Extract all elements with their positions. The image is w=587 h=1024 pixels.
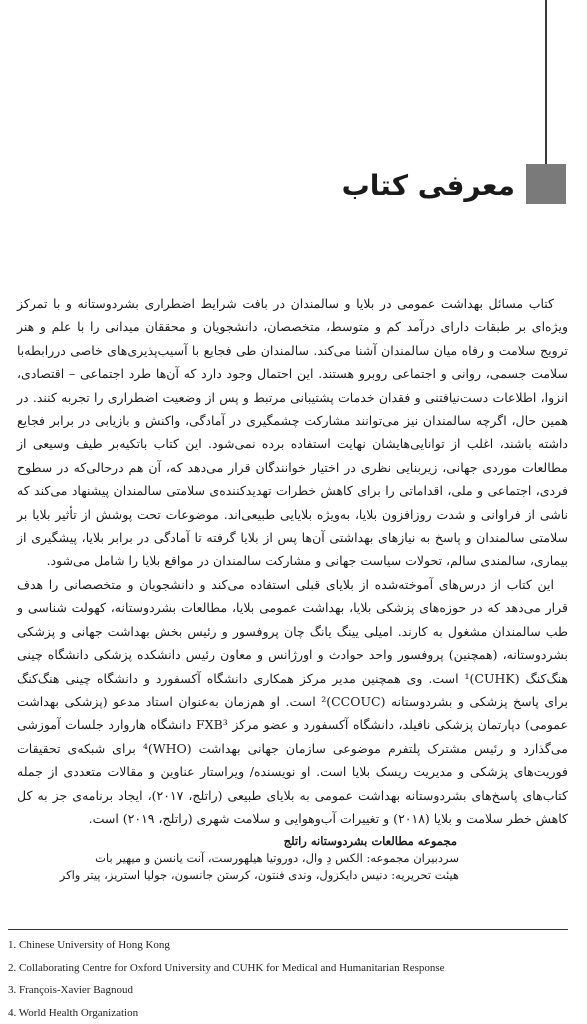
page-title: معرفی کتاب bbox=[341, 169, 515, 202]
footnote-divider bbox=[8, 929, 568, 930]
paragraph-2: این کتاب از درس‌های آموخته‌شده از بلایای قبلی استفاده می‌کند و دانشجویان و متخصصانی را هدف قرار می‌دهد که در حوزه‌های پزشکی بلایا، بهداشت عمومی بلایا، مطالعات بشردوستانه، کهولت شناسی و طب سالمندان مشغول به کارند. امیلی یینگ یانگ چان پروفسور و رئیس بخش بهداشت جهانی و پزشکی بشردوستانه، (همچنین) پروفسور واحد حوادث و اورژانس و معاون رئیس دانشکده پزشکی دانشگاه چینی هنگ‌کنگ (CUHK)¹ است. وی همچنین مدیر مرکز همکاری دانشگاه آکسفورد و دانشگاه چینی هنگ‌کنگ برای پاسخ پزشکی و بشردوستانه (CCOUC)² است. او هم‌زمان به‌عنوان استاد مدعو (پزشکی بهداشت عمومی) دپارتمان پزشکی نافیلد، دانشگاه آکسفورد و عضو مرکز FXB³ دانشگاه هاروارد جلسات آموزشی می‌گذارد و رئیس مشترک پلتفرم موضوعی سازمان جهانی بهداشت (WHO)⁴ برای شبکه‌ی تحقیقات فوریت‌های پزشکی و مدیریت ریسک بلایا است. او نویسنده/ ویراستار عناوین و مقالات متعددی از جمله کتاب‌های پاسخ‌های بشردوستانه بهداشت عمومی به بلایای طبیعی (راتلج، ۲۰۱۷)، ایجاد برنامه‌ی جز به کل کاهش خطر سلامت و بلایا (۲۰۱۸) و تغییرات آب‌وهوایی و سلامت شهری (راتلج، ۲۰۱۹) است. bbox=[17, 576, 569, 826]
series-editors: سردبیران مجموعه: الکس دِ وال، دوروتیا هیلهورست، آنت یانسن و میهیر بات bbox=[95, 851, 459, 865]
body-text bbox=[17, 292, 568, 830]
paragraph-1: کتاب مسائل بهداشت عمومی در بلایا و سالمندان در بافت شرایط اضطراری بشردوستانه و با تمرکز ویژه‌ای بر طبقات دارای درآمد کم و متوسط، متخصصان، دانشجویان و محققان میدانی را با علم و هنر ترویج سلامت و رفاه میان سالمندان آشنا می‌کند. سالمندان طی فجایع با آسیب‌پذیری‌های خاصی دررابطه‌با سلامت جسمی، روانی و اجتماعی روبرو هستند. این احتمال وجود دارد که آن‌ها طرد اجتماعی – اقتصادی، انزوا، اطلاعات دست‌نیافتنی و فقدان خدمات پشتیبانی مرتبط و پس از وضعیت اضطراری را تجربه کنند. در همین حال، اگرچه سالمندان نیز می‌توانند مشارکت چشمگیری در آمادگی، واکنش و بازیابی در برابر فجایع داشته باشند، اغلب از توانایی‌هایشان نهایت استفاده برده نمی‌شود. این کتاب باتکیه‌بر طیف وسیعی از مطالعات موردی جهانی، زیربنایی نظری در اختیار خوانندگان قرار می‌دهد که، آن هم درحالی‌که در سطوح فردی، اجتماعی و ملی، اقداماتی را برای کاهش خطرات تهدیدکننده‌ی سلامتی سالمندان پیشنهاد می‌کند که ناشی از فراوانی و شدت روزافزون بلایا، به‌ویژه بلایایی طبیعی‌اند. موضوعات تحت پوشش از تأثیر بلایا بر سلامتی سالمندان و پاسخ به نیازهای بهداشتی آن‌ها پس از بلایا گرفته تا آمادگی در برابر بلایا، پیشگیری از بیماری، سالمندی سالم، تحولات سیاست جهانی و مشارکت سالمندان در مواقع بلایا را شامل می‌شود. bbox=[17, 296, 568, 569]
footnote-3: 3. François-Xavier Bagnoud bbox=[8, 984, 133, 996]
section-marker bbox=[526, 164, 566, 204]
footnote-2: 2. Collaborating Centre for Oxford University and CUHK for Medical and Humanitarian Response bbox=[8, 961, 445, 974]
footnote-4: 4. World Health Organization bbox=[8, 1006, 139, 1019]
series-title: مجموعه مطالعات بشردوستانه راتلج bbox=[283, 834, 457, 848]
footnotes bbox=[8, 934, 568, 1024]
footnote-1: 1. Chinese University of Hong Kong bbox=[8, 939, 170, 951]
series-credits bbox=[19, 833, 459, 884]
editorial-board: هیئت تحریریه: دنیس دایکزول، وندی فنتون، کرستن جانسون، جولیا استریز، پیتر واکر bbox=[59, 868, 459, 882]
vertical-rule bbox=[545, 0, 547, 164]
